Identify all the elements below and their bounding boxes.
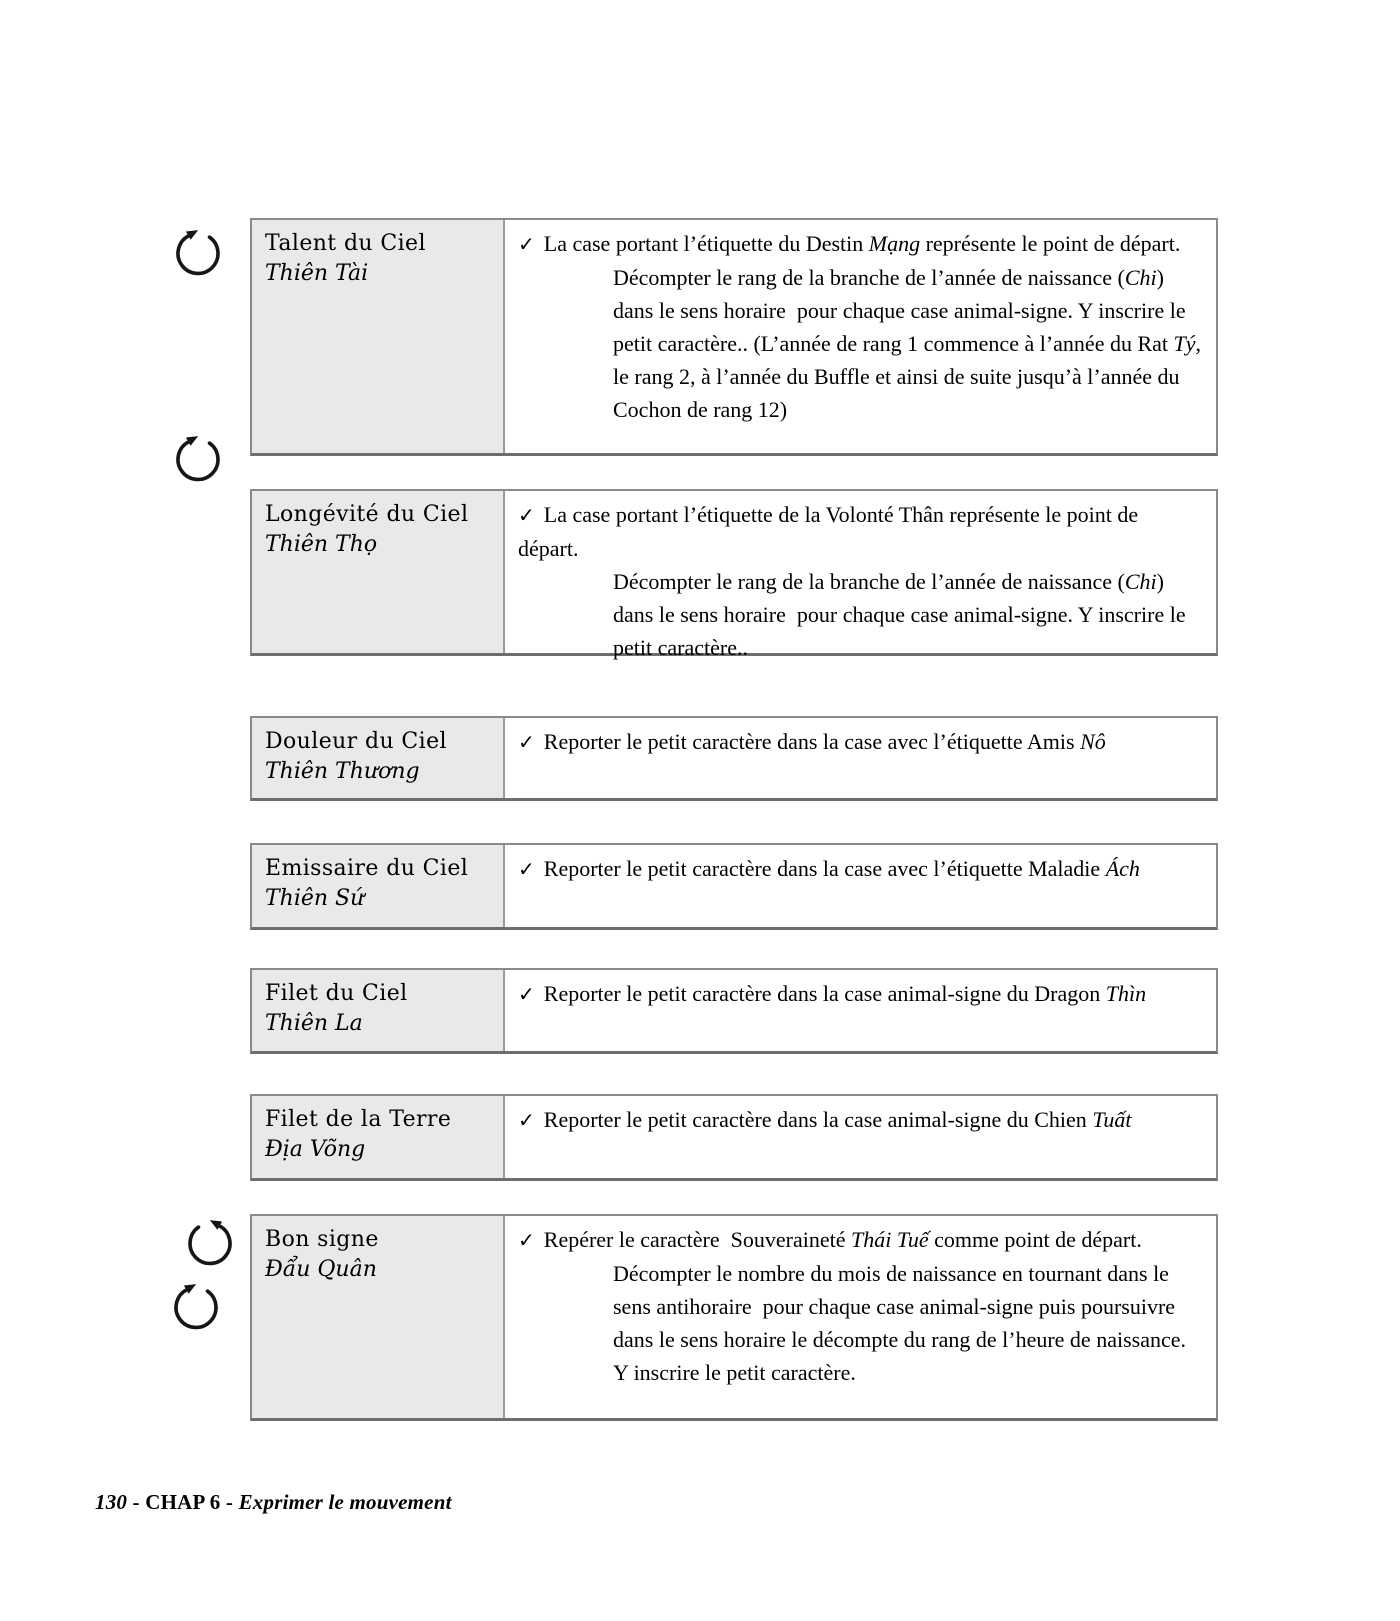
row-instructions-cell bbox=[505, 1096, 1216, 1178]
table-row bbox=[250, 489, 1218, 660]
row-label-vietnamese: Thiên Thương bbox=[265, 759, 420, 784]
row-label-french: Longévité du Ciel bbox=[265, 502, 469, 527]
row-label-vietnamese: Thiên Thọ bbox=[265, 532, 378, 557]
instruction-paragraph bbox=[518, 725, 1204, 759]
check-icon: ✓ bbox=[518, 730, 535, 754]
row-instructions-cell bbox=[505, 491, 1216, 660]
check-icon: ✓ bbox=[518, 1228, 535, 1252]
row-label-vietnamese: Thiên Sứ bbox=[265, 886, 365, 911]
check-icon: ✓ bbox=[518, 982, 535, 1006]
instruction-text: La case portant l’étiquette du Destin Mạng représente le point de départ. bbox=[543, 231, 1181, 256]
instruction-paragraph bbox=[518, 852, 1204, 886]
check-icon: ✓ bbox=[518, 503, 535, 527]
table-row bbox=[250, 716, 1218, 801]
row-instructions-cell bbox=[505, 718, 1216, 798]
row-instructions-cell bbox=[505, 220, 1216, 453]
instruction-text: Repérer le caractère Souveraineté Thái Tuế comme point de départ. bbox=[543, 1227, 1142, 1252]
table-row bbox=[250, 1094, 1218, 1181]
instruction-paragraph-indented: Décompter le rang de la branche de l’année de naissance (Chi) dans le sens horaire pour chaque case animal-signe. Y inscrire le petit caractère.. (L’année de rang 1 commence à l’année du Rat Tý, le rang 2, à l’année du Buffle et ainsi de suite jusqu’à l’année du Cochon de rang 12) bbox=[613, 265, 1207, 422]
row-instructions-cell bbox=[505, 1216, 1216, 1418]
row-label-cell bbox=[252, 1216, 505, 1418]
row-label-french: Filet de la Terre bbox=[265, 1107, 452, 1132]
row-label-vietnamese: Thiên La bbox=[265, 1011, 363, 1036]
table-row bbox=[250, 843, 1218, 930]
row-label-cell bbox=[252, 970, 505, 1051]
check-icon: ✓ bbox=[518, 1108, 535, 1132]
rotate-clockwise-icon bbox=[170, 1276, 222, 1333]
instruction-paragraph-indented: Décompter le nombre du mois de naissance en tournant dans le sens antihoraire pour chaque case animal-signe puis poursuivre dans le sens horaire le décompte du rang de l’heure de naissance. Y inscrire le petit caractère. bbox=[613, 1261, 1191, 1385]
check-icon: ✓ bbox=[518, 232, 535, 256]
row-label-french: Filet du Ciel bbox=[265, 981, 408, 1006]
table-row bbox=[250, 968, 1218, 1054]
instruction-paragraph-indented: Décompter le rang de la branche de l’année de naissance (Chi) dans le sens horaire pour chaque case animal-signe. Y inscrire le petit caractère.. bbox=[613, 569, 1192, 660]
table-row bbox=[250, 218, 1218, 456]
row-label-french: Talent du Ciel bbox=[265, 231, 426, 256]
row-label-cell bbox=[252, 220, 505, 453]
row-instructions-cell bbox=[505, 845, 1216, 927]
row-label-vietnamese: Đẩu Quân bbox=[265, 1257, 377, 1282]
instruction-text: Reporter le petit caractère dans la case avec l’étiquette Maladie Ách bbox=[543, 856, 1140, 881]
instruction-text: La case portant l’étiquette de la Volonté Thân représente le point de départ. bbox=[518, 502, 1144, 561]
check-icon: ✓ bbox=[518, 857, 535, 881]
row-label-cell bbox=[252, 845, 505, 927]
page-footer: 130 - CHAP 6 - Exprimer le mouvement bbox=[95, 1490, 452, 1514]
row-label-french: Bon signe bbox=[265, 1227, 379, 1252]
instruction-paragraph bbox=[518, 977, 1204, 1011]
rotate-counterclockwise-icon bbox=[184, 1212, 236, 1269]
row-label-cell bbox=[252, 1096, 505, 1178]
row-instructions-cell bbox=[505, 970, 1216, 1051]
row-label-cell bbox=[252, 718, 505, 798]
row-label-french: Douleur du Ciel bbox=[265, 729, 447, 754]
instruction-paragraph bbox=[518, 227, 1204, 261]
rotate-clockwise-icon bbox=[172, 222, 224, 279]
instruction-text: Reporter le petit caractère dans la case avec l’étiquette Amis Nô bbox=[543, 729, 1106, 754]
row-label-vietnamese: Địa Võng bbox=[265, 1137, 366, 1162]
instruction-text: Reporter le petit caractère dans la case animal-signe du Dragon Thìn bbox=[543, 981, 1147, 1006]
table-row bbox=[250, 1214, 1218, 1421]
row-label-cell bbox=[252, 491, 505, 653]
instruction-paragraph bbox=[518, 1223, 1204, 1257]
instruction-paragraph bbox=[518, 498, 1204, 565]
instruction-text: Reporter le petit caractère dans la case animal-signe du Chien Tuất bbox=[543, 1107, 1132, 1132]
rotate-clockwise-icon bbox=[172, 428, 224, 485]
instruction-paragraph bbox=[518, 1103, 1204, 1137]
row-label-vietnamese: Thiên Tài bbox=[265, 261, 369, 286]
row-label-french: Emissaire du Ciel bbox=[265, 856, 469, 881]
